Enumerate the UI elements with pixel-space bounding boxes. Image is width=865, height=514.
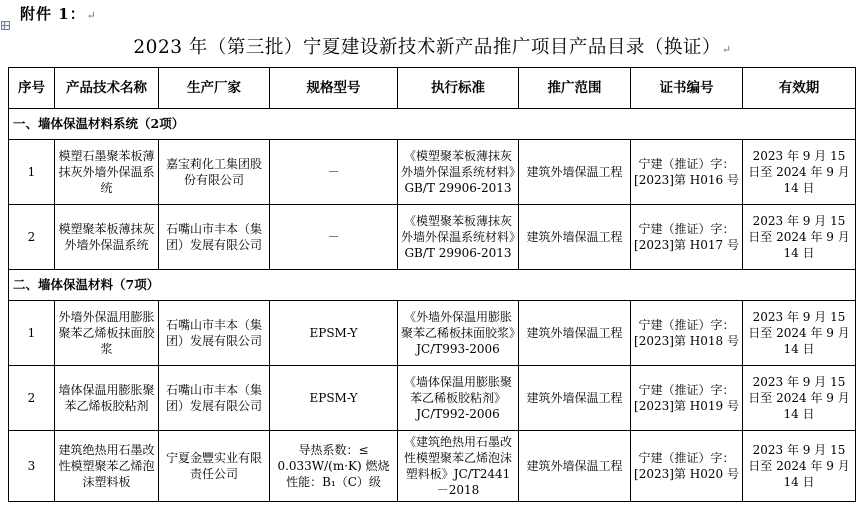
standard: 《建筑绝热用石墨改性模塑聚苯乙烯泡沫塑料板》JC/T2441－2018 (398, 431, 519, 502)
column-header: 执行标准 (398, 68, 519, 109)
certificate-number: 宁建（推证）字：[2023]第 H017 号 (631, 205, 743, 270)
certificate-number: 宁建（推证）字：[2023]第 H020 号 (631, 431, 743, 502)
table-row (9, 205, 856, 270)
column-header: 有效期 (743, 68, 856, 109)
validity-period: 2023 年 9 月 15 日至 2024 年 9 月 14 日 (743, 366, 856, 431)
row-number: 1 (9, 301, 55, 366)
row-number: 2 (9, 366, 55, 431)
validity-period: 2023 年 9 月 15 日至 2024 年 9 月 14 日 (743, 205, 856, 270)
section-row (9, 270, 856, 301)
table-row (9, 140, 856, 205)
manufacturer: 石嘴山市丰本（集团）发展有限公司 (159, 205, 270, 270)
column-header: 证书编号 (631, 68, 743, 109)
column-header: 产品技术名称 (55, 68, 159, 109)
spec-model: 导热系数：≤ 0.033W/(m·K) 燃烧性能：B₁（C）级 (270, 431, 398, 502)
table-row (9, 301, 856, 366)
scope: 建筑外墙保温工程 (519, 205, 631, 270)
page-title: 2023 年（第三批）宁夏建设新技术新产品推广项目产品目录（换证）↵ (133, 37, 732, 58)
product-name: 墙体保温用膨胀聚苯乙烯板胶粘剂 (55, 366, 159, 431)
table-header-row (9, 68, 856, 109)
validity-period: 2023 年 9 月 15 日至 2024 年 9 月 14 日 (743, 301, 856, 366)
row-number: 1 (9, 140, 55, 205)
section-title: 一、墙体保温材料系统（2项） (9, 109, 856, 140)
column-header: 规格型号 (270, 68, 398, 109)
certificate-number: 宁建（推证）字：[2023]第 H016 号 (631, 140, 743, 205)
manufacturer: 石嘴山市丰本（集团）发展有限公司 (159, 366, 270, 431)
certificate-number: 宁建（推证）字：[2023]第 H019 号 (631, 366, 743, 431)
product-name: 外墙外保温用膨胀聚苯乙烯板抹面胶浆 (55, 301, 159, 366)
table-anchor-icon[interactable] (1, 21, 10, 30)
scope: 建筑外墙保温工程 (519, 431, 631, 502)
section-row (9, 109, 856, 140)
section-title: 二、墙体保温材料（7项） (9, 270, 856, 301)
spec-model: EPSM-Y (270, 301, 398, 366)
manufacturer: 嘉宝莉化工集团股份有限公司 (159, 140, 270, 205)
validity-period: 2023 年 9 月 15 日至 2024 年 9 月 14 日 (743, 431, 856, 502)
standard: 《墙体保温用膨胀聚苯乙稀板胶粘剂》JC/T992-2006 (398, 366, 519, 431)
column-header: 推广范围 (519, 68, 631, 109)
scope: 建筑外墙保温工程 (519, 140, 631, 205)
attachment-label: 附件 1：↵ (20, 5, 97, 23)
table-row (9, 431, 856, 502)
column-header: 生产厂家 (159, 68, 270, 109)
row-number: 3 (9, 431, 55, 502)
validity-period: 2023 年 9 月 15 日至 2024 年 9 月 14 日 (743, 140, 856, 205)
certificate-number: 宁建（推证）字：[2023]第 H018 号 (631, 301, 743, 366)
spec-model: － (270, 205, 398, 270)
scope: 建筑外墙保温工程 (519, 366, 631, 431)
row-number: 2 (9, 205, 55, 270)
product-catalog-table (8, 67, 856, 502)
product-name: 模塑石墨聚苯板薄抹灰外墙外保温系统 (55, 140, 159, 205)
column-header: 序号 (9, 68, 55, 109)
standard: 《模塑聚苯板薄抹灰外墙外保温系统材料》GB/T 29906-2013 (398, 205, 519, 270)
scope: 建筑外墙保温工程 (519, 301, 631, 366)
manufacturer: 宁夏金豐实业有限责任公司 (159, 431, 270, 502)
table-row (9, 366, 856, 431)
product-name: 建筑绝热用石墨改性模塑聚苯乙烯泡沫塑料板 (55, 431, 159, 502)
manufacturer: 石嘴山市丰本（集团）发展有限公司 (159, 301, 270, 366)
spec-model: EPSM-Y (270, 366, 398, 431)
product-name: 模塑聚苯板薄抹灰外墙外保温系统 (55, 205, 159, 270)
standard: 《模塑聚苯板薄抹灰外墙外保温系统材料》GB/T 29906-2013 (398, 140, 519, 205)
standard: 《外墙外保温用膨胀聚苯乙稀板抹面胶浆》JC/T993-2006 (398, 301, 519, 366)
spec-model: － (270, 140, 398, 205)
